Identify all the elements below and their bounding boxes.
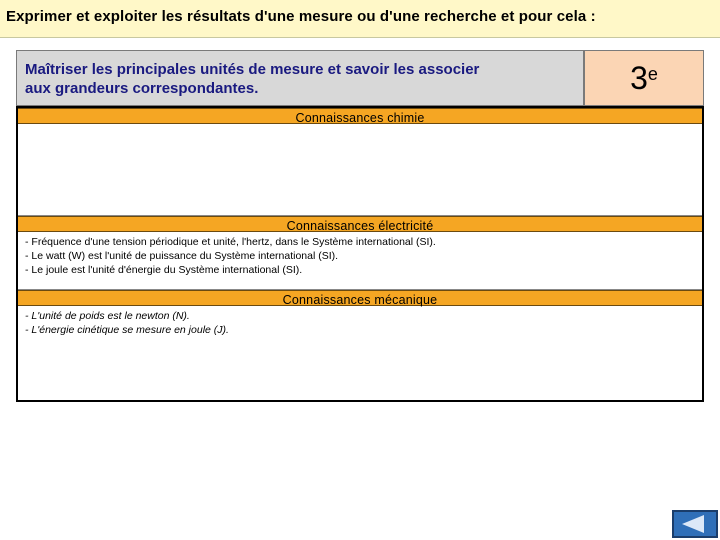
section-header-mecanique	[18, 290, 702, 306]
section-title-electricite: Connaissances électricité	[286, 219, 434, 233]
knowledge-sections	[16, 106, 704, 402]
section-title-mecanique: Connaissances mécanique	[282, 293, 438, 307]
objective-line-2: aux grandeurs correspondantes.	[25, 80, 259, 97]
section-body-mecanique	[18, 306, 702, 400]
list-item: - Le watt (W) est l'unité de puissance du Système international (SI).	[25, 250, 339, 262]
objective-box	[16, 50, 584, 106]
header-bar	[0, 0, 720, 38]
section-header-chimie	[18, 108, 702, 124]
level-number: 3	[630, 60, 648, 96]
list-item: - Le joule est l'unité d'énergie du Système international (SI).	[25, 264, 303, 276]
section-title-chimie: Connaissances chimie	[295, 111, 425, 125]
section-body-chimie	[18, 124, 702, 216]
page-title: Exprimer et exploiter les résultats d'une mesure ou d'une recherche et pour cela :	[6, 8, 596, 25]
list-item: - L'énergie cinétique se mesure en joule (J).	[25, 324, 229, 336]
section-body-electricite	[18, 232, 702, 290]
level-label	[585, 59, 703, 97]
objective-line-1: Maîtriser les principales unités de mesure et savoir les associer	[25, 61, 480, 78]
objective-text	[25, 60, 580, 98]
back-button[interactable]	[672, 510, 718, 538]
level-badge	[584, 50, 704, 106]
list-item: - L'unité de poids est le newton (N).	[25, 310, 190, 322]
list-item: - Fréquence d'une tension périodique et unité, l'hertz, dans le Système international (SI).	[25, 236, 436, 248]
back-arrow-icon	[682, 515, 704, 533]
section-header-electricite	[18, 216, 702, 232]
level-suffix: e	[647, 64, 658, 84]
